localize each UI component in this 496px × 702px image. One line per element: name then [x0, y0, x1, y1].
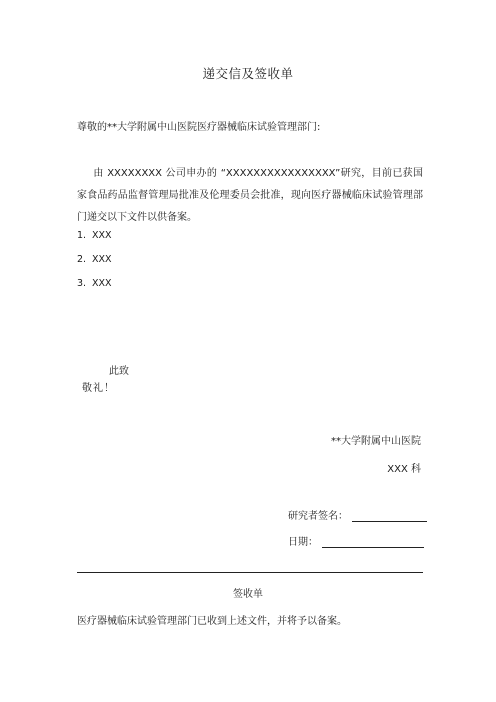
body-paragraph	[77, 163, 423, 229]
salutation: 尊敬的**大学附属中山医院医疗器械临床试验管理部门:	[77, 122, 321, 133]
list-item-text: XXX	[92, 230, 112, 241]
date-label: 日期：	[288, 537, 318, 548]
list-item	[77, 254, 112, 265]
divider-line	[77, 572, 423, 573]
list-item-number: 2.	[77, 254, 87, 265]
document-title: 递交信及签收单	[202, 66, 294, 81]
closing-cizhi: 此致	[109, 366, 129, 377]
body-paragraph-text: 由 XXXXXXXX 公司申办的 “XXXXXXXXXXXXXXXX”研究，目前已获国家食品药品监督管理局批准及伦理委员会批准，现向医疗器械临床试验管理部门递交以下文件以供备案。	[77, 168, 423, 223]
list-item-number: 1.	[77, 230, 87, 241]
closing-jingli: 敬礼！	[82, 383, 115, 394]
date-field[interactable]	[322, 536, 424, 548]
list-item	[77, 278, 112, 289]
receipt-title: 签收单	[233, 589, 263, 600]
list-item-text: XXX	[92, 254, 112, 265]
receipt-body: 医疗器械临床试验管理部门已收到上述文件，并将予以备案。	[77, 616, 347, 627]
organization-name: **大学附属中山医院	[331, 436, 421, 447]
signature-row	[288, 507, 427, 522]
list-item	[77, 230, 112, 241]
list-item-text: XXX	[92, 278, 112, 289]
list-item-number: 3.	[77, 278, 87, 289]
signature-label: 研究者签名：	[288, 511, 348, 522]
date-row	[288, 533, 424, 548]
department-name: XXX 科	[387, 464, 421, 475]
signature-field[interactable]	[352, 510, 427, 522]
